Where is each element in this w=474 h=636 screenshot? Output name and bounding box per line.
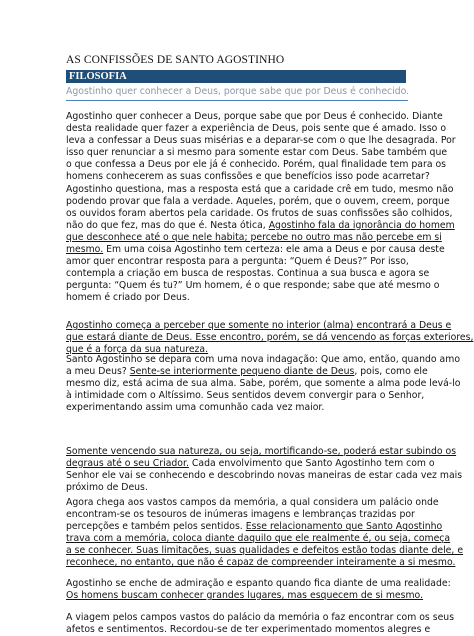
- text-line: isso quer renunciar a si mesmo para somente estar com Deus. Sabe também que: [66, 147, 448, 159]
- underlined-text: mesmo.: [66, 244, 104, 256]
- paragraph-3: [66, 354, 461, 414]
- text-line: experimentando assim uma comunhão cada vez maior.: [66, 402, 325, 414]
- text-run: , pois, como ele: [354, 366, 428, 378]
- text-line: mesmo diz, está acima de sua alma. Sabe, porém, que somente a alma pode levá-lo: [66, 378, 461, 390]
- text-line: Agostinho questiona, mas a resposta está que a caridade crê em tudo, mesmo não: [66, 183, 454, 195]
- section-header-bar: [66, 70, 406, 83]
- underlined-text: Agostinho fala da ignorância do homem: [268, 219, 455, 231]
- text-line: [66, 366, 428, 378]
- underlined-text: que estará diante de Deus. Esse encontro, porém, se dá vencendo as forças exteriores,: [66, 332, 474, 344]
- text-run: Em uma coisa Agostinho tem certeza: ele ama a Deus e por causa deste: [103, 244, 445, 256]
- underlined-text: Somente vencendo sua natureza, ou seja, mortificando-se, poderá estar subindo os: [66, 446, 457, 457]
- underlined-text: reconhece, no entanto, que não é capaz de compreender inteiramente a si mesmo.: [66, 557, 456, 569]
- underlined-text: Os homens buscam conhecer grandes lugares, mas esquecem de si mesmo.: [66, 590, 424, 602]
- underlined-text: degraus até o seu Criador.: [66, 458, 189, 470]
- text-line: [66, 219, 455, 232]
- text-line: os ouvidos foram abertos pela caridade. Os frutos de suas confissões são colhidos,: [66, 207, 453, 219]
- text-line: homens conhecerem as suas confissões e que benefícios isso pode acarretar?: [66, 171, 430, 183]
- text-line: próximo de Deus.: [66, 482, 148, 494]
- text-line: amor quer encontrar resposta para a pergunta: “Quem é Deus?” Por isso,: [66, 256, 409, 268]
- section-label: FILOSOFIA: [69, 71, 127, 82]
- paragraph-4: [66, 446, 463, 494]
- text-line: [66, 521, 443, 533]
- text-line: A viagem pelos campos vastos do palácio da memória o faz encontrar com os seus: [66, 612, 455, 623]
- underlined-text: Sente-se interiormente pequeno diante de Deus: [129, 366, 355, 378]
- document-title: AS CONFISSÕES DE SANTO AGOSTINHO: [66, 54, 285, 66]
- text-line: [66, 231, 442, 244]
- text-line: homem é criado por Deus.: [66, 292, 190, 304]
- text-line: afetos e sentimentos. Recordou-se de ter experimentado momentos alegres e: [66, 624, 431, 636]
- text-line: [66, 458, 435, 470]
- underlined-text: que é a força da sua natureza.: [66, 344, 209, 356]
- paragraph-7: [66, 612, 455, 636]
- text-line: Agora chega aos vastos campos da memória, a qual considera um palácio onde: [66, 497, 439, 508]
- text-line: contempla a criação em busca de respostas. Continua a sua busca e agora se: [66, 268, 430, 280]
- paragraph-5: [66, 497, 464, 570]
- text-line: à intimidade com o Altíssimo. Seus sentidos devem convergir para o Senhor,: [66, 390, 425, 402]
- text-line: [66, 244, 445, 256]
- underlined-text: trava com a memória, coloca diante daquilo que ele realmente é, ou seja, começa: [66, 533, 451, 545]
- document-subtitle: Agostinho quer conhecer a Deus, porque sabe que por Deus é conhecido.: [66, 86, 408, 101]
- underlined-text: a se conhecer. Suas limitações, suas qualidades e defeitos estão todas diante dele, e: [66, 545, 464, 557]
- text-line: Senhor ele vai se conhecendo e descobrindo novas maneiras de estar cada vez mais: [66, 470, 463, 482]
- underlined-text: Esse relacionamento que Santo Agostinho: [245, 521, 443, 533]
- paragraph-6: [66, 578, 451, 602]
- underlined-text: Agostinho começa a perceber que somente no interior (alma) encontrará a Deus e: [66, 320, 452, 331]
- text-line: Agostinho se enche de admiração e espanto quando fica diante de uma realidade:: [66, 578, 451, 589]
- text-run: não do que fez, mas do que é. Nesta ótica,: [66, 219, 269, 231]
- text-run: Cada envolvimento que Santo Agostinho tem com o: [188, 458, 435, 470]
- text-line: o que confessa a Deus por ele já é conhecido. Porém, qual finalidade tem para os: [66, 159, 447, 171]
- text-line: desta realidade quer fazer a experiência de Deus, pois sente que é amado. Isso o: [66, 123, 447, 135]
- paragraph-1: [66, 111, 456, 305]
- underlined-text: que desconhece até o que nele habita; percebe no outro mas não percebe em si: [66, 231, 442, 243]
- paragraph-2: [66, 320, 474, 356]
- text-run: a meu Deus?: [66, 366, 130, 378]
- text-line: podendo provar que fala a verdade. Aqueles, porém, que o ouvem, creem, porque: [66, 195, 450, 207]
- text-line: pergunta: “Quem és tu?” Um homem, é o que responde; sabe que até mesmo o: [66, 280, 440, 292]
- text-run: percepções e também pelos sentidos.: [66, 521, 246, 533]
- text-line: leva a confessar a Deus suas misérias e a deparar-se com o que lhe desagrada. Por: [66, 135, 456, 147]
- text-line: Agostinho quer conhecer a Deus, porque sabe que por Deus é conhecido. Diante: [66, 111, 443, 122]
- text-line: encontram-se os tesouros de inúmeras imagens e lembranças trazidas por: [66, 509, 415, 521]
- text-line: Santo Agostinho se depara com uma nova indagação: Que amo, então, quando amo: [66, 354, 461, 365]
